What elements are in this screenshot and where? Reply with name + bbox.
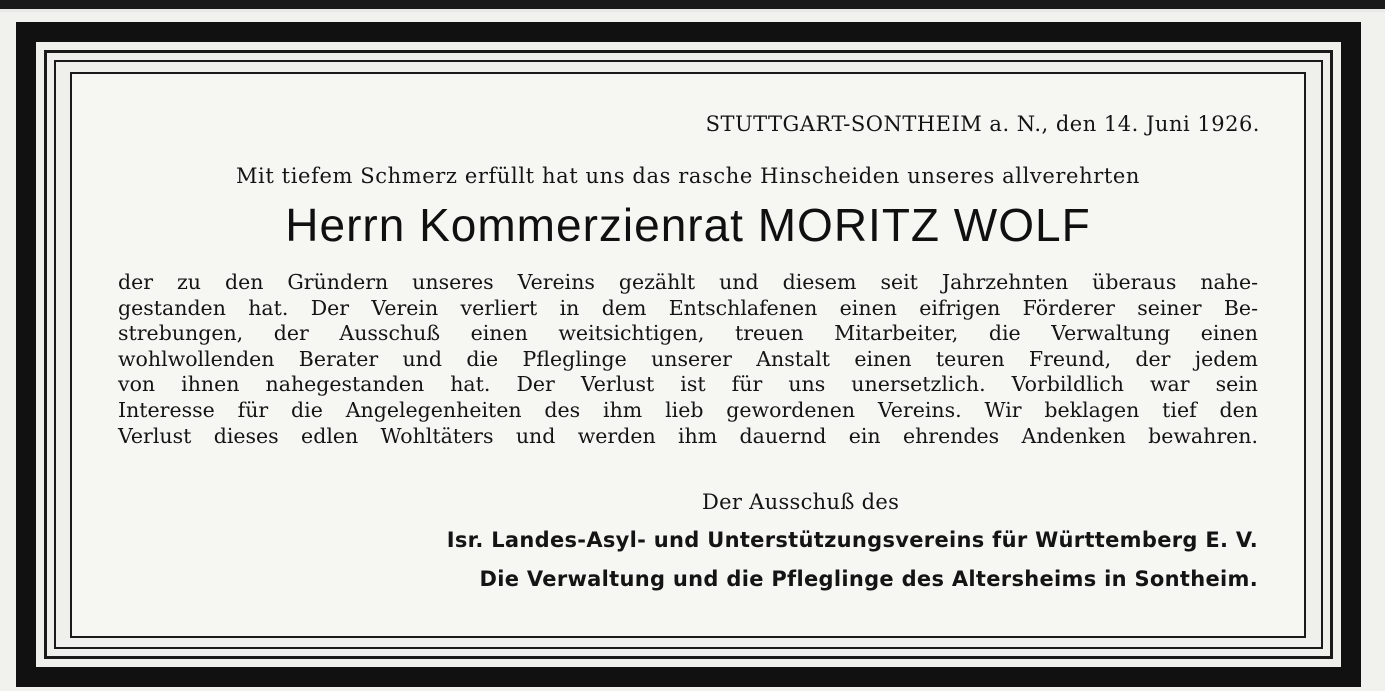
body-line: von ihnen nahegestanden hat. Der Verlust ist für uns unersetzlich. Vorbildlich war sein [118,372,1258,397]
top-rule [0,0,1385,9]
body-line: Interesse für die Angelegenheiten des ihm lieb gewordenen Vereins. Wir beklagen tief den [118,397,1258,422]
signature-administration: Die Verwaltung und die Pfleglinge des Altersheims in Sontheim. [479,567,1258,591]
body-line: wohlwollenden Berater und die Pfleglinge unserer Anstalt einen teuren Freund, der jedem [118,346,1258,371]
body-line: Verlust dieses edlen Wohltäters und werden ihm dauernd ein ehrendes Andenken bewahren. [118,423,1258,448]
body-line: der zu den Gründern unseres Vereins gezählt und diesem seit Jahrzehnten überaus nahe- [118,270,1258,294]
notice-body [118,270,1258,449]
body-line: strebungen, der Ausschuß einen weitsichtigen, treuen Mitarbeiter, die Verwaltung einen [118,321,1258,346]
top-rule-gap [0,9,1385,12]
signature-intro: Der Ausschuß des [702,490,900,514]
body-line: gestanden hat. Der Verein verliert in dem Entschlafenen einen eifrigen Förderer seiner Be- [118,295,1258,320]
dateline: STUTTGART-SONTHEIM a. N., den 14. Juni 1926. [705,112,1260,136]
signature-organization: Isr. Landes-Asyl- und Unterstützungsvereins für Württemberg E. V. [446,528,1258,552]
deceased-name: Herrn Kommerzienrat MORITZ WOLF [285,199,1091,251]
intro-text: Mit tiefem Schmerz erfüllt hat uns das rasche Hinscheiden unseres allverehrten [235,164,1141,188]
notice-panel [70,72,1306,638]
